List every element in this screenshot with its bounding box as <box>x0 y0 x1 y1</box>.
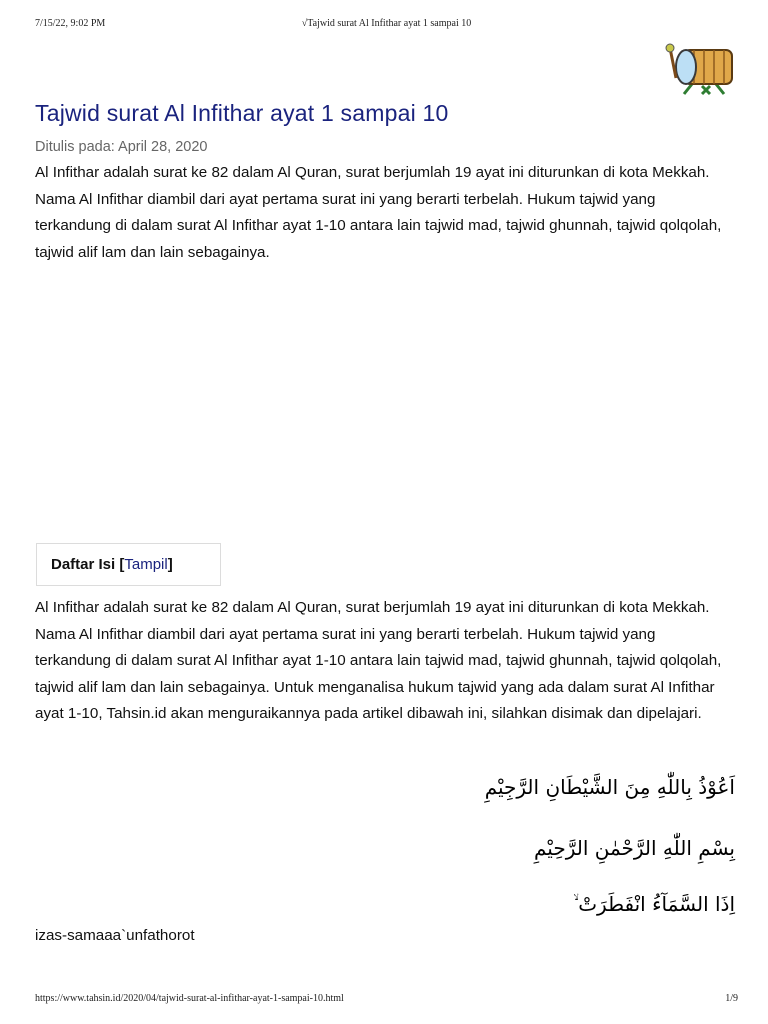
arabic-basmalah: بِسْمِ اللّٰهِ الرَّحْمٰنِ الرَّحِيْمِ <box>533 836 735 860</box>
arabic-taawudz: اَعُوْذُ بِاللّٰهِ مِنَ الشَّيْطَانِ الرَّجِيْمِ <box>484 775 735 799</box>
print-footer <box>35 993 738 1007</box>
table-of-contents <box>36 543 221 586</box>
toc-bracket-open: [ <box>119 556 125 573</box>
print-page-number: 1/9 <box>725 993 738 1004</box>
print-datetime: 7/15/22, 9:02 PM <box>35 18 106 29</box>
print-url: https://www.tahsin.id/2020/04/tajwid-surat-al-infithar-ayat-1-sampai-10.html <box>35 993 344 1004</box>
print-page-title: √Tajwid surat Al Infithar ayat 1 sampai 10 <box>301 18 472 29</box>
toc-toggle-link[interactable]: Tampil <box>124 556 168 573</box>
toc-bracket-close: ] <box>167 556 173 573</box>
ayat-1-transliteration: izas-samaaa`unfathorot <box>35 927 195 944</box>
print-header <box>35 18 738 32</box>
article-title: Tajwid surat Al Infithar ayat 1 sampai 10 <box>35 100 449 126</box>
body-paragraph: Al Infithar adalah surat ke 82 dalam Al Quran, surat berjumlah 19 ayat ini diturunkan di kota Mekkah. Nama Al Infithar diambil dari ayat pertama surat ini yang berarti terbelah. Hukum tajwid yang terkandung di dalam surat Al Infithar ayat 1-10 antara lain tajwid mad, tajwid ghunnah, tajwid qolqolah, tajwid alif lam dan lain sebagainya. Untuk menganalisa hukum tajwid yang ada dalam surat Al Infithar ayat 1-10, Tahsin.id akan menguraikannya pada artikel dibawah ini, silahkan disimak dan dipelajari. <box>35 599 722 722</box>
bedug-drum-icon <box>664 40 744 96</box>
intro-paragraph: Al Infithar adalah surat ke 82 dalam Al Quran, surat berjumlah 19 ayat ini diturunkan di kota Mekkah. Nama Al Infithar diambil dari ayat pertama surat ini yang berarti terbelah. Hukum tajwid yang terkandung di dalam surat Al Infithar ayat 1-10 antara lain tajwid mad, tajwid ghunnah, tajwid qolqolah, tajwid alif lam dan lain sebagainya. <box>35 164 722 261</box>
arabic-ayat-1: اِذَا السَّمَآءُ انْفَطَرَتْ ۙ <box>573 892 735 916</box>
toc-label: Daftar Isi <box>51 556 116 573</box>
article-date: Ditulis pada: April 28, 2020 <box>35 139 208 155</box>
